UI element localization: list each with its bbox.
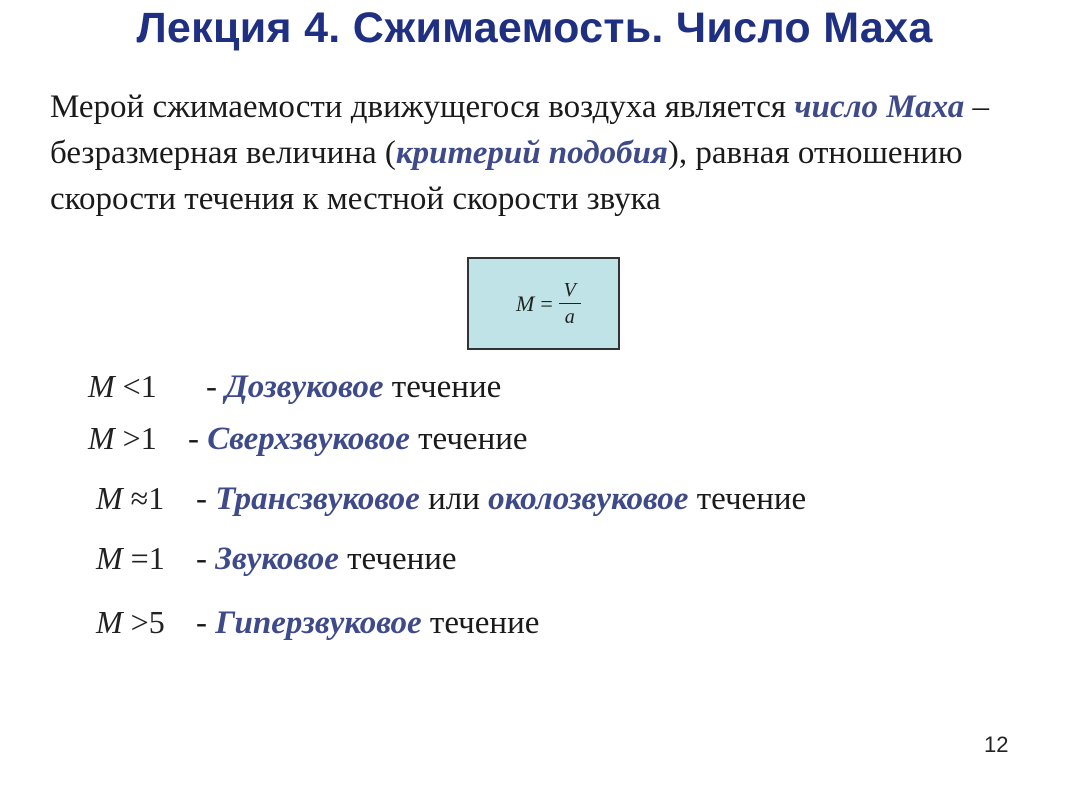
intro-text-2: – безразмерная величина ( [50,89,989,171]
formula-equals: = [540,290,553,316]
formula-lhs: M [516,290,535,316]
regime-term: Сверхзвуковое [207,421,410,457]
regime-condition: M ≈1 [96,480,165,516]
regime-condition: M >5 [96,604,165,640]
slide-title: Лекция 4. Сжимаемость. Число Маха [136,4,933,52]
page-number: 12 [984,732,1009,757]
regime-description: - Сверхзвуковое течение [188,421,528,457]
regime-term: Дозвуковое [225,369,384,405]
regime-description: - Звуковое течение [196,541,457,577]
formula-numerator: V [563,279,576,301]
regime-term: Звуковое [215,541,339,577]
intro-term-similarity-criterion: критерий подобия [395,135,668,171]
intro-paragraph [50,84,1050,222]
formula-fraction [559,279,581,328]
mach-formula [516,279,581,328]
regime-description: - Гиперзвуковое течение [196,605,540,641]
formula-box [467,257,620,350]
intro-text-3: ), равная отношению скорости течения к местной скорости звука [50,135,963,217]
regime-row-subsonic [88,368,501,406]
regime-term-2: околозвуковое [488,481,689,517]
intro-text-1: Мерой сжимаемости движущегося воздуха является [50,89,795,125]
regime-condition: M >1 [88,420,157,456]
regime-condition: M =1 [96,540,165,576]
fraction-bar [559,303,581,304]
intro-term-mach-number: число Маха [794,89,965,125]
regime-row-sonic [96,540,457,578]
regime-term: Гиперзвуковое [215,605,422,641]
formula-denominator: a [564,306,575,328]
regime-row-hypersonic [96,604,539,642]
regime-condition: M <1 [88,368,157,404]
regime-description: - Дозвуковое течение [206,369,502,405]
regime-row-supersonic [88,420,528,458]
regime-description: - Трансзвуковое или околозвуковое течение [196,481,807,517]
regime-row-transonic [96,480,806,518]
regime-term: Трансзвуковое [215,481,420,517]
